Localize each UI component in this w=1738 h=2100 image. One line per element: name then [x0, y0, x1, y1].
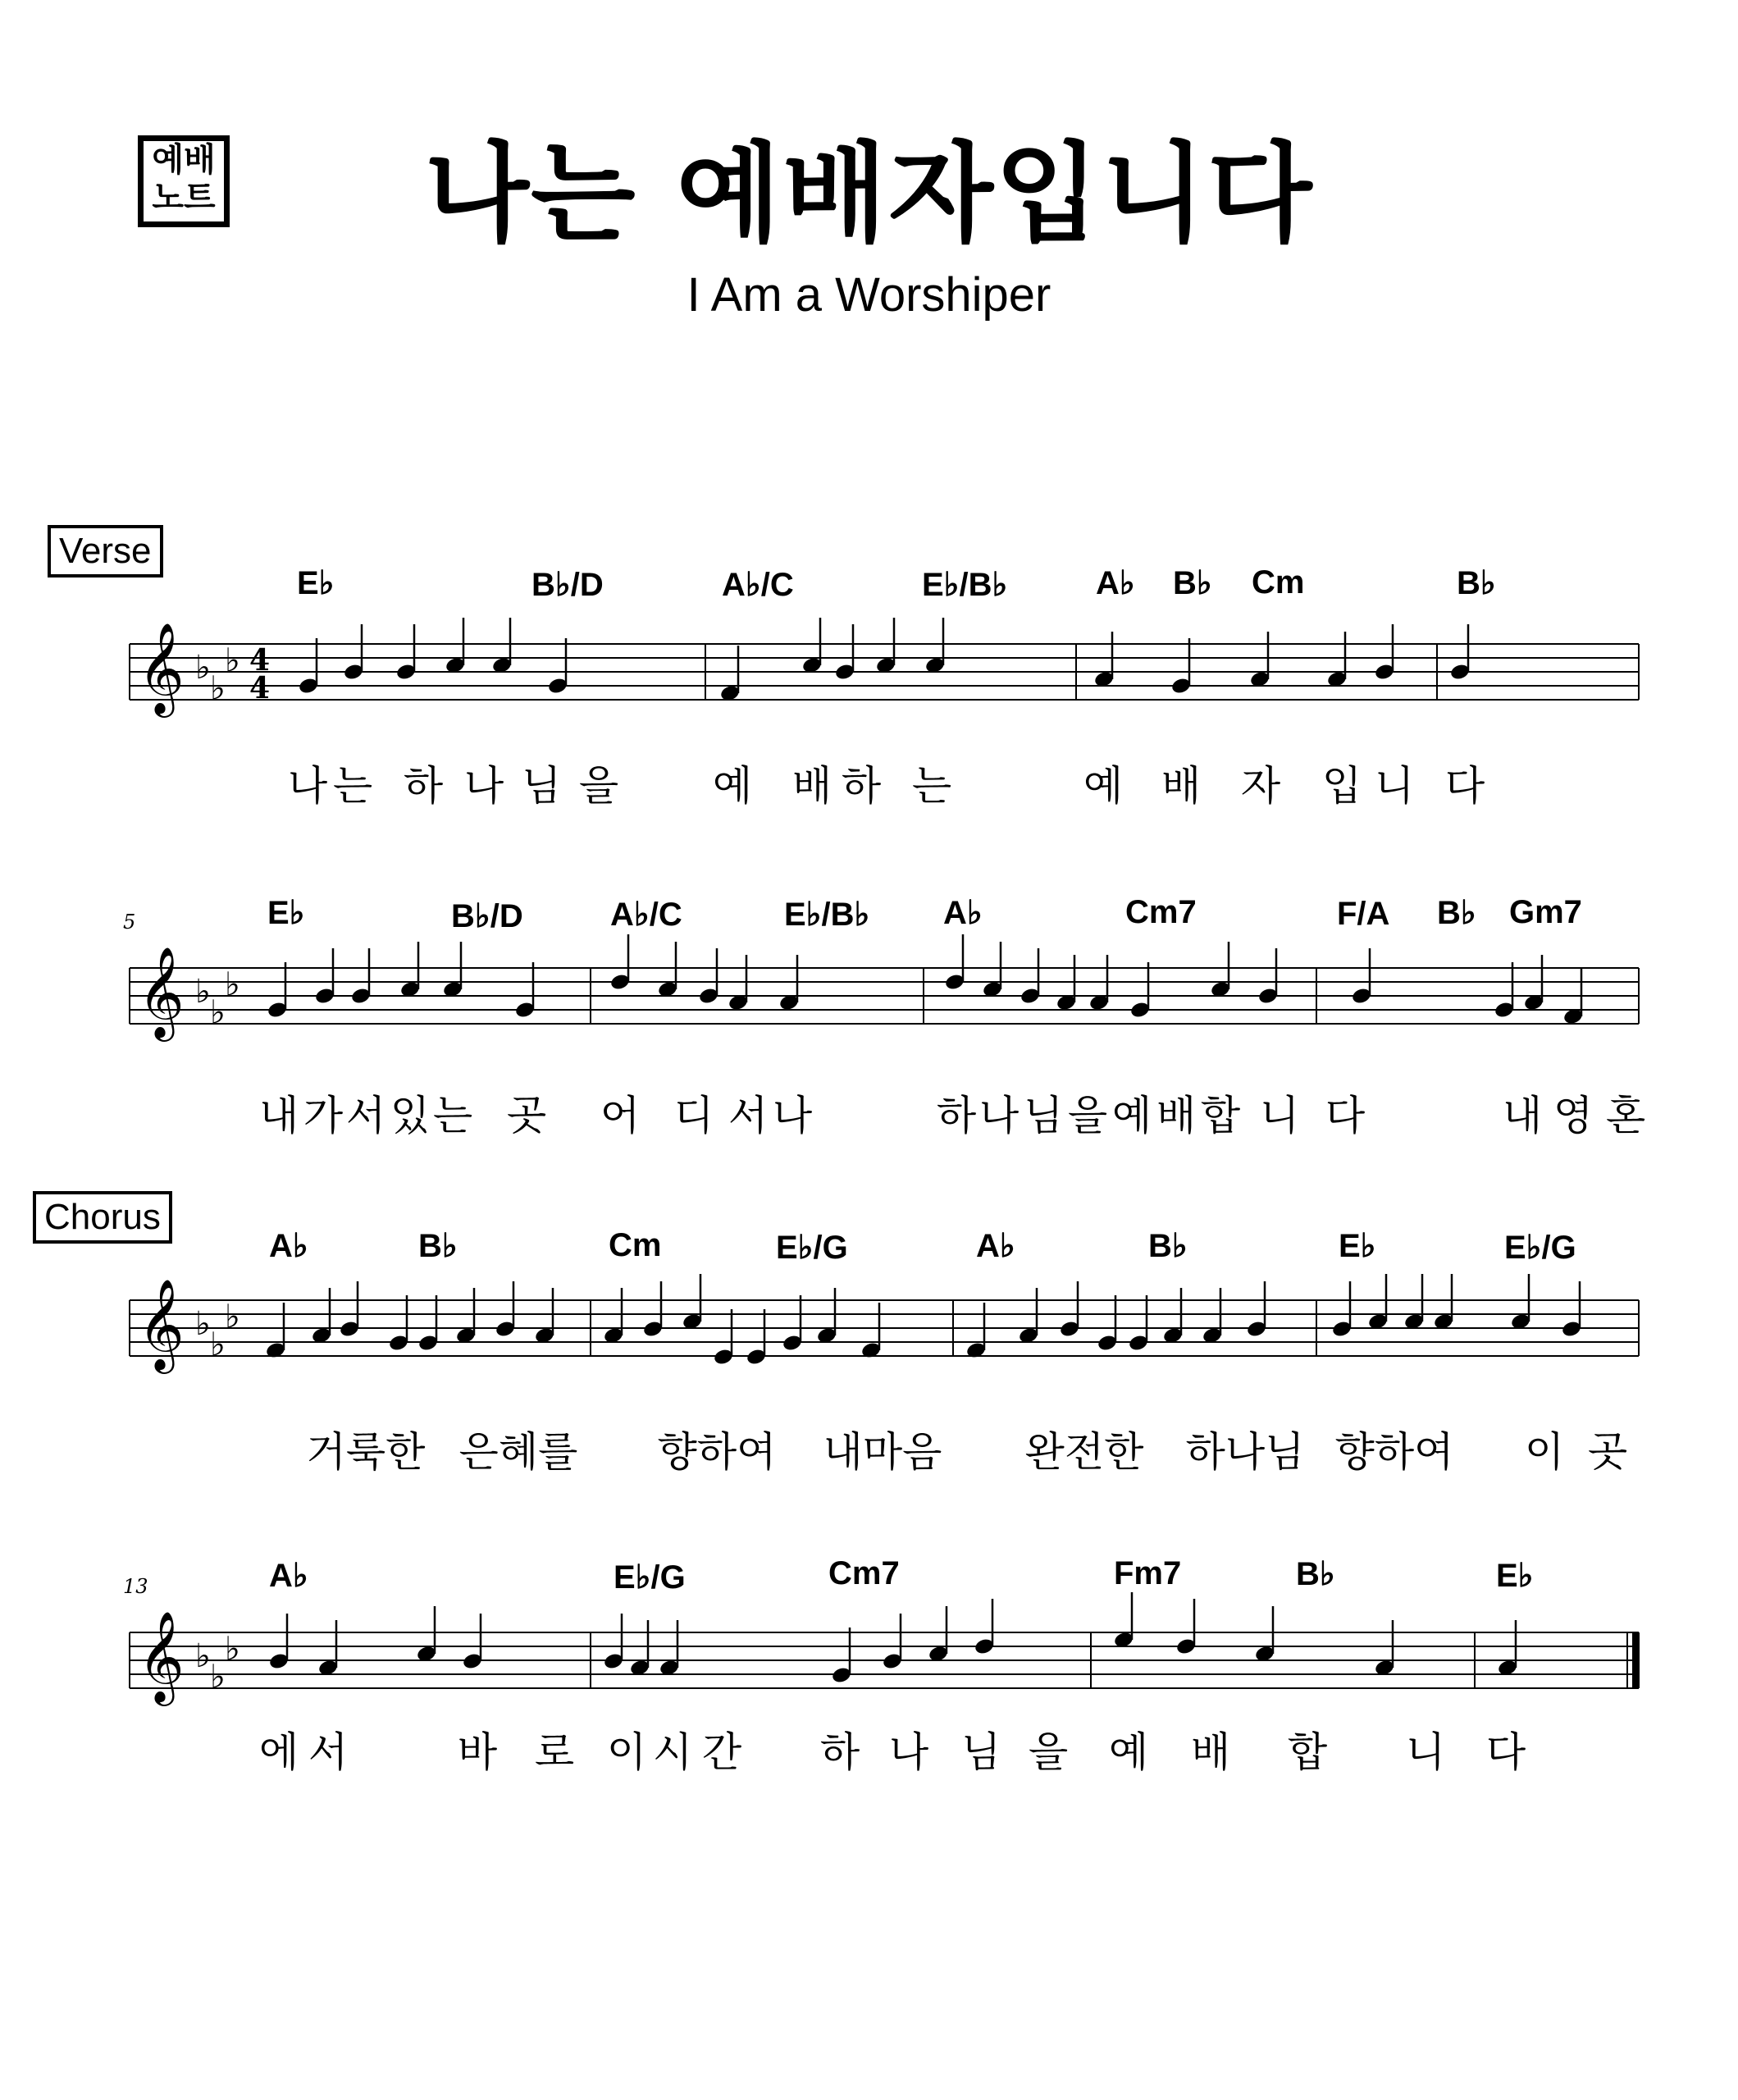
lyric-syllable: 거룩한 [306, 1428, 426, 1476]
flat-icon: ♭ [225, 1630, 240, 1669]
lyric-syllable: 향하여 [657, 1428, 777, 1476]
lyric-syllable: 니 [1259, 1092, 1300, 1139]
song-subtitle: I Am a Worshiper [687, 268, 1051, 322]
lyric-syllable: 바 [457, 1728, 498, 1776]
lyric-syllable: 은혜를 [458, 1428, 578, 1476]
lyric-syllable: 예 [1083, 762, 1124, 810]
chord-symbol: B♭ [418, 1228, 458, 1264]
lyric-syllable: 다 [1485, 1728, 1526, 1776]
chord-symbol: E♭/B♭ [922, 567, 1008, 603]
lyric-syllable: 합 [1200, 1092, 1241, 1139]
time-signature-denominator: 4 [249, 671, 271, 705]
flat-icon: ♭ [210, 1326, 226, 1364]
lyric-syllable: 님 [960, 1728, 1001, 1776]
flat-icon: ♭ [225, 1298, 240, 1336]
chord-symbol: A♭/C [722, 567, 794, 603]
time-signature-numerator: 4 [249, 643, 271, 678]
chord-symbol: E♭/G [776, 1230, 848, 1266]
lyric-syllable: 는 [332, 762, 373, 810]
chord-symbol: Gm7 [1509, 894, 1582, 930]
lyric-syllable: 나 [287, 762, 328, 810]
chord-symbol: Fm7 [1114, 1555, 1182, 1591]
flat-icon: ♭ [195, 973, 211, 1011]
chord-symbol: E♭/B♭ [784, 897, 870, 933]
chord-symbol: A♭ [269, 1558, 308, 1594]
chord-symbol: E♭ [1496, 1558, 1534, 1594]
lyric-syllable: 예 [1111, 1092, 1152, 1139]
lyric-syllable: 이 [606, 1728, 647, 1776]
lyric-syllable: 서 [345, 1092, 386, 1139]
flat-icon: ♭ [195, 1637, 211, 1675]
lyric-syllable: 하 [936, 1092, 977, 1139]
chord-symbol: E♭/G [614, 1559, 686, 1596]
lyric-syllable: 내마음 [823, 1428, 942, 1476]
lyric-syllable: 나 [463, 762, 504, 810]
lyric-syllable: 하 [841, 762, 882, 810]
lyric-syllable: 에 [258, 1728, 299, 1776]
chord-symbol: B♭/D [531, 567, 604, 603]
flat-icon: ♭ [210, 993, 226, 1032]
chord-symbol: A♭ [943, 895, 983, 931]
treble-clef-icon: 𝄞 [138, 1278, 185, 1370]
lyric-syllable: 을 [1067, 1092, 1108, 1139]
chord-symbol: B♭ [1457, 565, 1496, 601]
chord-symbol: E♭ [267, 895, 305, 931]
lyric-syllable: 이 [1524, 1428, 1565, 1476]
lyric-syllable: 나 [772, 1092, 813, 1139]
flat-icon: ♭ [210, 669, 226, 708]
treble-clef-icon: 𝄞 [138, 1610, 185, 1702]
lyric-syllable: 디 [673, 1092, 714, 1139]
lyric-syllable: 곳 [506, 1092, 547, 1139]
chord-symbol: B♭ [1148, 1228, 1188, 1264]
lyric-syllable: 다 [1444, 762, 1485, 810]
chord-symbol: Cm7 [1125, 894, 1197, 930]
lyric-syllable: 을 [578, 762, 619, 810]
song-title: 나는 예배자입니다 [424, 131, 1314, 258]
lyric-syllable: 는 [911, 762, 952, 810]
chord-symbol: E♭/G [1504, 1230, 1576, 1266]
lyric-syllable: 님 [521, 762, 562, 810]
chord-symbol: B♭/D [451, 898, 523, 934]
lyric-syllable: 니 [1405, 1728, 1446, 1776]
lyric-syllable: 하나님 [1185, 1428, 1305, 1476]
lyric-syllable: 서 [308, 1728, 349, 1776]
lyric-syllable: 자 [1240, 762, 1281, 810]
lyric-syllable: 서 [728, 1092, 769, 1139]
lyric-syllable: 간 [701, 1728, 742, 1776]
flat-icon: ♭ [195, 1305, 211, 1343]
lyric-syllable: 하 [819, 1728, 860, 1776]
logo-line-1: 예배 [152, 141, 216, 179]
measure-number: 5 [123, 911, 136, 934]
lyric-syllable: 영 [1553, 1092, 1594, 1139]
chord-symbol: B♭ [1173, 565, 1212, 601]
section-label-verse: Verse [48, 525, 163, 578]
chord-symbol: A♭ [269, 1228, 308, 1264]
chord-symbol: B♭ [1437, 895, 1476, 931]
lyric-syllable: 입 [1321, 762, 1362, 810]
measure-number: 13 [123, 1575, 148, 1598]
flat-icon: ♭ [210, 1658, 226, 1696]
lyric-syllable: 배 [1190, 1728, 1231, 1776]
lyric-syllable: 는 [432, 1092, 473, 1139]
flat-icon: ♭ [225, 641, 240, 680]
chord-symbol: A♭ [1096, 565, 1135, 601]
chord-symbol: B♭ [1296, 1556, 1335, 1592]
chord-symbol: Cm7 [828, 1555, 900, 1591]
lyric-syllable: 내 [258, 1092, 299, 1139]
lyric-syllable: 나 [888, 1728, 929, 1776]
lyric-syllable: 배 [1161, 762, 1202, 810]
lyric-syllable: 있 [390, 1092, 431, 1139]
logo-line-2: 노트 [152, 179, 216, 217]
lyric-syllable: 가 [303, 1092, 344, 1139]
lyric-syllable: 내 [1502, 1092, 1543, 1139]
lyric-syllable: 시 [652, 1728, 693, 1776]
chord-symbol: Cm [609, 1227, 662, 1263]
lyric-syllable: 하 [403, 762, 444, 810]
section-label-chorus: Chorus [33, 1191, 172, 1244]
lyric-syllable: 나 [978, 1092, 1020, 1139]
lyric-syllable: 혼 [1605, 1092, 1646, 1139]
lyric-syllable: 예 [1108, 1728, 1149, 1776]
lyric-syllable: 예 [712, 762, 753, 810]
treble-clef-icon: 𝄞 [138, 946, 185, 1038]
lyric-syllable: 님 [1023, 1092, 1064, 1139]
lyric-syllable: 로 [534, 1728, 575, 1776]
chord-symbol: A♭/C [610, 897, 682, 933]
lyric-syllable: 다 [1325, 1092, 1366, 1139]
lyric-syllable: 곳 [1587, 1428, 1628, 1476]
lyric-syllable: 을 [1028, 1728, 1069, 1776]
chord-symbol: Cm [1252, 564, 1305, 600]
lyric-syllable: 향하여 [1334, 1428, 1454, 1476]
lyric-syllable: 완전한 [1024, 1428, 1144, 1476]
chord-symbol: F/A [1337, 896, 1390, 932]
flat-icon: ♭ [225, 966, 240, 1004]
chord-symbol: E♭ [297, 565, 335, 601]
chord-symbol: E♭ [1339, 1228, 1376, 1264]
chord-symbol: A♭ [976, 1228, 1015, 1264]
lyric-syllable: 니 [1374, 762, 1415, 810]
lyric-syllable: 배 [791, 762, 833, 810]
lyric-syllable: 어 [600, 1092, 641, 1139]
lyric-syllable: 배 [1156, 1092, 1197, 1139]
flat-icon: ♭ [195, 649, 211, 687]
treble-clef-icon: 𝄞 [138, 622, 185, 714]
lyric-syllable: 합 [1287, 1728, 1328, 1776]
final-barline-thick [1632, 1632, 1640, 1688]
